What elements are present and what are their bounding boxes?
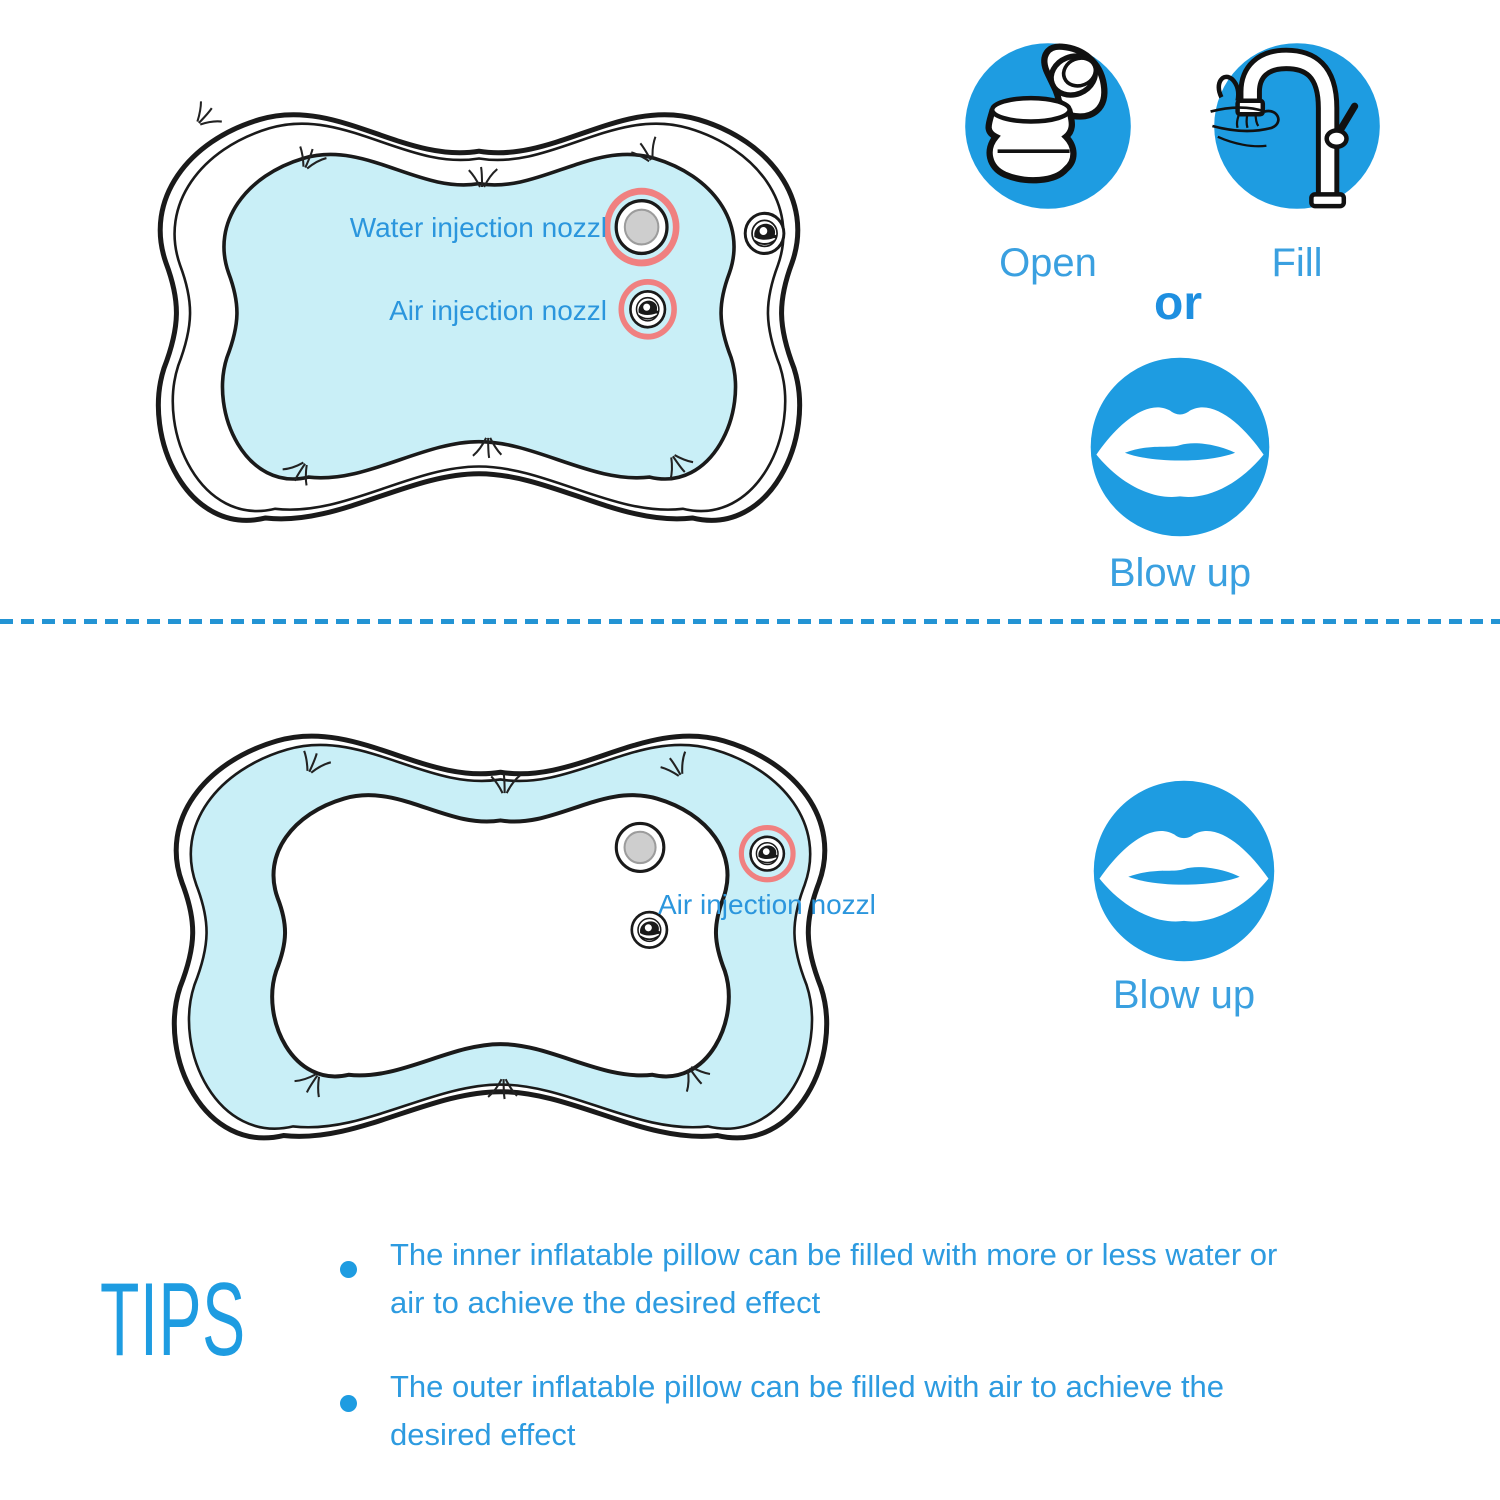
fill-step-label: Fill [1271,241,1323,285]
tip-line: air to achieve the desired effect [390,1285,821,1320]
cap-open-icon [958,36,1138,216]
lips-icon [1088,775,1280,967]
water-injection-nozzle [616,823,664,871]
tip-item [390,1363,1224,1459]
air-injection-nozzle [621,282,674,337]
tip-bullet [340,1261,357,1278]
air-injection-label-bottom: Air injection nozzl [658,889,876,920]
tip-item [390,1231,1277,1327]
water-injection-nozzle [607,191,676,263]
pinch-mark [189,99,223,134]
open-step-label: Open [999,241,1097,285]
air-mat-top-view-diagram [118,672,883,1194]
or-text: or [1154,277,1202,330]
outer-ring-valve [745,213,784,253]
air-injection-label: Air injection nozzl [389,295,607,326]
section-divider [0,619,1500,624]
water-injection-label: Water injection nozzl [349,212,607,243]
tip-line: The outer inflatable pillow can be filled with air to achieve the [390,1369,1225,1404]
lips-icon [1085,352,1275,542]
faucet-icon [1207,36,1387,216]
tips-heading: TIPS [100,1262,246,1378]
tip-line: The inner inflatable pillow can be filled with more or less water or [390,1237,1278,1272]
tip-line: desired effect [390,1417,576,1452]
blow-up-label-bottom: Blow up [1112,973,1256,1017]
tip-bullet [340,1395,357,1412]
blow-up-label-top: Blow up [1108,551,1252,595]
